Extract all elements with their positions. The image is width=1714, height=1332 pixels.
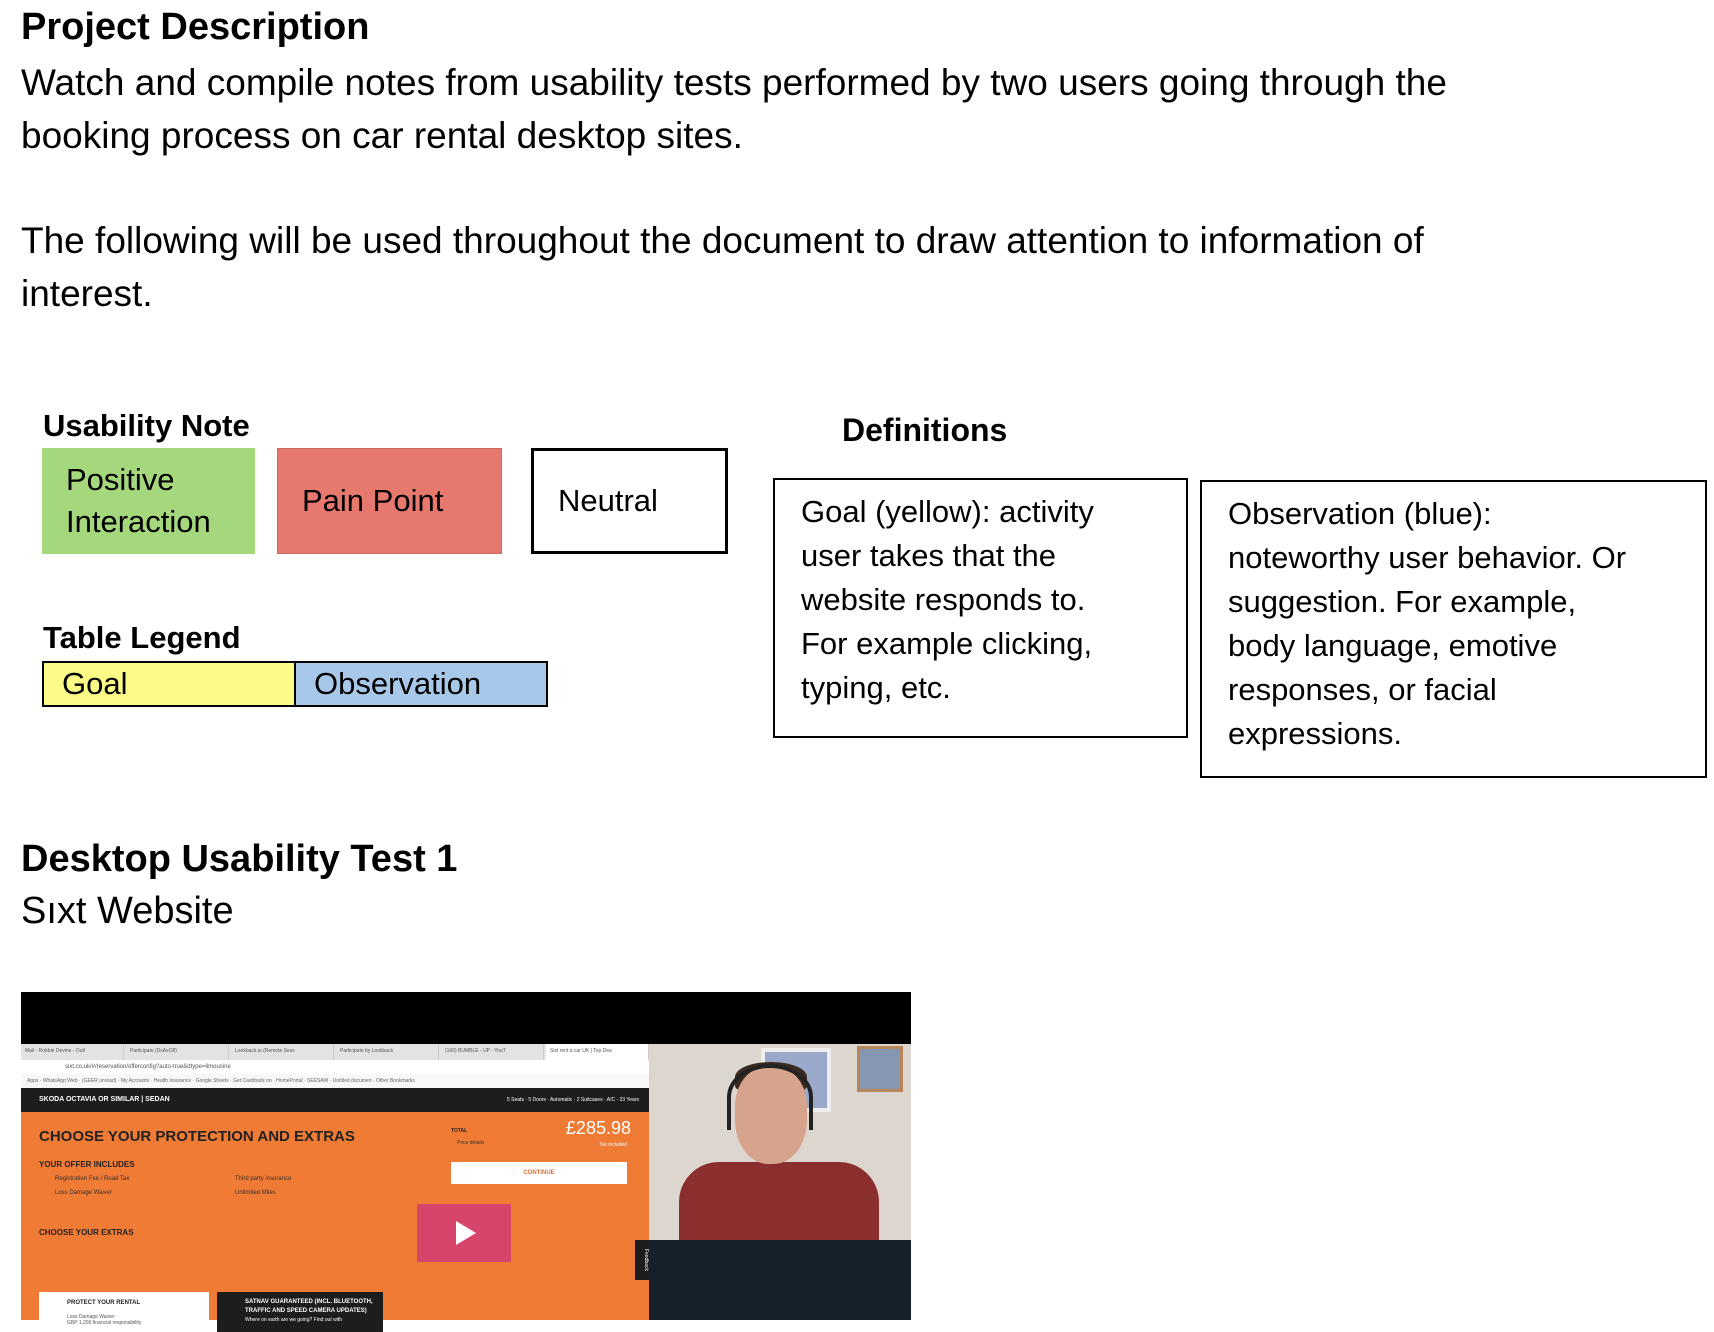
tax-included: Tax included [599, 1142, 627, 1148]
browser-tab: Lookback.io (Remote Sess [231, 1044, 334, 1060]
goal-def-line: website responds to. [801, 582, 1086, 617]
test-subheading: Sıxt Website [21, 890, 234, 932]
obs-def-line: Observation (blue): [1228, 496, 1492, 531]
screen-recording [21, 1044, 649, 1326]
browser-tab: Mail - Robbie Devine - Outl [21, 1044, 124, 1060]
total-price: £285.98 [565, 1118, 631, 1138]
included-item: Loss Damage Waiver [55, 1190, 113, 1196]
positive-line-2: Interaction [66, 504, 211, 539]
obs-def-line: noteworthy user behavior. Or [1228, 540, 1627, 575]
headset-icon [727, 1064, 813, 1130]
goal-def-line: Goal (yellow): activity [801, 494, 1094, 529]
browser-tab-bar [21, 1044, 649, 1060]
test-heading: Desktop Usability Test 1 [21, 838, 458, 880]
legend-goal-text: Goal [62, 666, 128, 701]
protect-rental-sub: Loss Damage Waiver [67, 1314, 115, 1320]
definitions-label: Definitions [842, 412, 1008, 448]
satnav-sub: Where on earth are we going? Find out with [245, 1317, 342, 1323]
participant-shirt [679, 1162, 879, 1242]
feedback-tab: Feedback [635, 1240, 649, 1280]
price-details-link: Price details [457, 1140, 485, 1146]
positive-line-1: Positive [66, 462, 175, 497]
positive-interaction-swatch [42, 448, 255, 554]
project-description-line-2: booking process on car rental desktop sites. [21, 115, 743, 156]
price-panel [451, 1118, 631, 1188]
legend-goal [42, 661, 296, 707]
obs-def-line: expressions. [1228, 716, 1403, 751]
pain-point-swatch [277, 448, 502, 554]
booking-title: CHOOSE YOUR PROTECTION AND EXTRAS [39, 1128, 355, 1145]
wall-picture [857, 1046, 903, 1092]
webcam-feed [649, 1044, 911, 1320]
play-icon[interactable] [417, 1204, 511, 1262]
protect-rental-title: PROTECT YOUR RENTAL [67, 1300, 141, 1306]
obs-def-line: suggestion. For example, [1228, 584, 1577, 619]
car-specs: 5 Seats · 5 Doors · Automatic · 2 Suitcases · A/C · 23 Years [506, 1097, 639, 1103]
neutral-label: Neutral [558, 483, 658, 518]
goal-definition-box [773, 478, 1188, 738]
booking-panel [21, 1112, 649, 1326]
included-item: Unlimited Miles [235, 1190, 276, 1196]
goal-def-line: typing, etc. [801, 670, 951, 705]
pain-point-label: Pain Point [302, 483, 444, 518]
car-name: SKODA OCTAVIA OR SIMILAR | SEDAN [39, 1096, 170, 1103]
table-legend-label: Table Legend [43, 620, 241, 655]
browser-tab: Participate (DxAxO8) [126, 1044, 229, 1060]
total-label: TOTAL [451, 1128, 468, 1134]
intro-line-2: interest. [21, 273, 153, 314]
legend-observation-text: Observation [314, 666, 482, 701]
satnav-card [217, 1292, 383, 1332]
usability-note-label: Usability Note [43, 408, 250, 443]
offer-includes-label: YOUR OFFER INCLUDES [39, 1160, 135, 1169]
bookmarks-bar: Apps · WhatsApp Web · (GEER unread) · My Accounts · Health insurance · Google Sheets · Get Cashback on · HomePortal · SEESAW · Untitled documen · Other Bookmarks [21, 1074, 649, 1088]
address-bar: sixt.co.uk/#/reservation/offerconfig?auto-true&dtype=limousine [21, 1060, 649, 1074]
legend-observation [294, 661, 548, 707]
obs-def-line: body language, emotive [1228, 628, 1558, 663]
browser-tab: (160) BUMBLE - UP - YouT [441, 1044, 544, 1060]
continue-button: CONTINUE [451, 1162, 627, 1184]
usability-test-video[interactable] [21, 992, 911, 1326]
goal-def-line: user takes that the [801, 538, 1057, 573]
intro-line-1: The following will be used throughout the document to draw attention to information of [21, 220, 1424, 261]
project-heading: Project Description [21, 6, 370, 48]
browser-tab-active: Sixt rent a car UK | Top Dea [546, 1044, 649, 1060]
obs-def-line: responses, or facial [1228, 672, 1497, 707]
goal-def-line: For example clicking, [801, 626, 1093, 661]
included-item: Registration Fee / Road Tax [55, 1176, 130, 1182]
observation-definition-box [1200, 480, 1707, 778]
car-header [21, 1088, 649, 1112]
satnav-title: SATNAV GUARANTEED (INCL. BLUETOOTH, TRAFFIC AND SPEED CAMERA UPDATES) [245, 1299, 373, 1314]
project-description-line-1: Watch and compile notes from usability tests performed by two users going through the [21, 62, 1447, 103]
browser-tab: Participate by Lookback [336, 1044, 439, 1060]
choose-extras-label: CHOOSE YOUR EXTRAS [39, 1228, 134, 1237]
protect-rental-card [39, 1292, 209, 1332]
included-item: Third party insurance [235, 1176, 292, 1182]
neutral-swatch [531, 448, 728, 554]
protect-rental-sub-2: GBP 1,200 financial responsibility [67, 1320, 142, 1326]
monitor [649, 1240, 911, 1320]
